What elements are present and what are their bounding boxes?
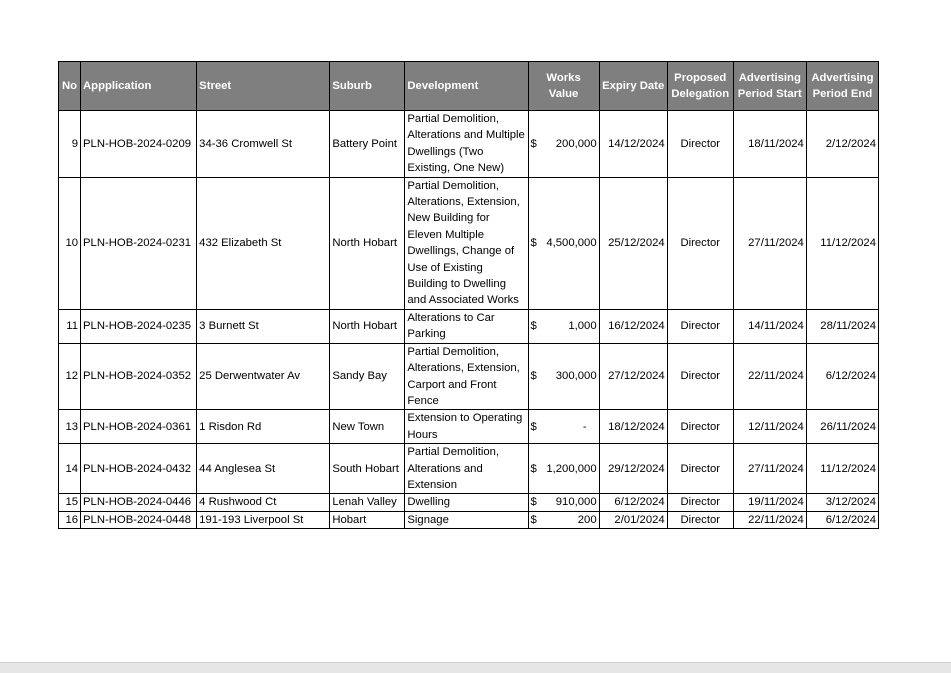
cell-delegation: Director (667, 111, 733, 178)
cell-advertising-end: 11/12/2024 (806, 177, 878, 309)
table-row (59, 111, 879, 178)
cell-no: 16 (59, 511, 81, 528)
cell-advertising-end: 11/12/2024 (806, 444, 878, 494)
cell-advertising-end: 6/12/2024 (806, 511, 878, 528)
cell-advertising-end: 26/11/2024 (806, 410, 878, 444)
cell-advertising-end: 28/11/2024 (806, 309, 878, 343)
table-row (59, 343, 879, 410)
currency-symbol: $ (530, 513, 537, 526)
cell-suburb: South Hobart (330, 444, 405, 494)
cell-advertising-start: 18/11/2024 (733, 111, 806, 178)
table-row (59, 494, 879, 511)
cell-advertising-end: 6/12/2024 (806, 343, 878, 410)
currency-symbol: $ (530, 137, 537, 150)
currency-symbol: $ (530, 320, 537, 333)
currency-symbol: $ (530, 462, 537, 475)
cell-application: PLN-HOB-2024-0235 (81, 309, 197, 343)
cell-advertising-start: 27/11/2024 (733, 177, 806, 309)
cell-development: Dwelling (405, 494, 528, 511)
table-row (59, 511, 879, 528)
cell-expiry-date: 18/12/2024 (599, 410, 667, 444)
cell-delegation: Director (667, 410, 733, 444)
cell-no: 10 (59, 177, 81, 309)
cell-development: Signage (405, 511, 528, 528)
cell-delegation: Director (667, 511, 733, 528)
currency-symbol: $ (530, 420, 537, 433)
works-value-amount: 910,000 (555, 496, 597, 509)
cell-advertising-end: 2/12/2024 (806, 111, 878, 178)
cell-delegation: Director (667, 343, 733, 410)
currency-symbol: $ (530, 496, 537, 509)
cell-suburb: Battery Point (330, 111, 405, 178)
cell-expiry-date: 2/01/2024 (599, 511, 667, 528)
cell-works-value (528, 111, 599, 178)
works-value-amount: 200 (577, 513, 597, 526)
works-value-amount: 300,000 (555, 370, 597, 383)
applications-table (58, 61, 879, 529)
header-works-value: Works Value (528, 62, 599, 111)
cell-street: 191-193 Liverpool St (197, 511, 330, 528)
header-proposed-delegation: Proposed Delegation (667, 62, 733, 111)
cell-no: 13 (59, 410, 81, 444)
cell-suburb: Lenah Valley (330, 494, 405, 511)
cell-delegation: Director (667, 177, 733, 309)
cell-suburb: Hobart (330, 511, 405, 528)
header-expiry-date: Expiry Date (599, 62, 667, 111)
cell-street: 34-36 Cromwell St (197, 111, 330, 178)
cell-advertising-end: 3/12/2024 (806, 494, 878, 511)
cell-development: Partial Demolition, Alterations, Extension, New Building for Eleven Multiple Dwellings, Change of Use of Existing Building to Dwelling and Associated Works (405, 177, 528, 309)
cell-street: 1 Risdon Rd (197, 410, 330, 444)
table-row (59, 309, 879, 343)
currency-symbol: $ (530, 370, 537, 383)
cell-delegation: Director (667, 309, 733, 343)
cell-suburb: North Hobart (330, 309, 405, 343)
cell-advertising-start: 14/11/2024 (733, 309, 806, 343)
cell-application: PLN-HOB-2024-0209 (81, 111, 197, 178)
cell-street: 4 Rushwood Ct (197, 494, 330, 511)
cell-no: 9 (59, 111, 81, 178)
header-suburb: Suburb (330, 62, 405, 111)
cell-works-value (528, 494, 599, 511)
cell-application: PLN-HOB-2024-0361 (81, 410, 197, 444)
cell-development: Alterations to Car Parking (405, 309, 528, 343)
cell-delegation: Director (667, 494, 733, 511)
cell-development: Partial Demolition, Alterations and Extension (405, 444, 528, 494)
cell-advertising-start: 22/11/2024 (733, 343, 806, 410)
table-row (59, 177, 879, 309)
cell-expiry-date: 16/12/2024 (599, 309, 667, 343)
cell-advertising-start: 19/11/2024 (733, 494, 806, 511)
cell-street: 432 Elizabeth St (197, 177, 330, 309)
cell-suburb: Sandy Bay (330, 343, 405, 410)
works-value-amount: 1,000 (568, 320, 597, 333)
page-bottom-edge (0, 662, 951, 673)
cell-development: Partial Demolition, Alterations and Multiple Dwellings (Two Existing, One New) (405, 111, 528, 178)
works-value-amount: 200,000 (555, 137, 597, 150)
cell-advertising-start: 22/11/2024 (733, 511, 806, 528)
cell-no: 12 (59, 343, 81, 410)
cell-no: 11 (59, 309, 81, 343)
cell-delegation: Director (667, 444, 733, 494)
header-advertising-end: Advertising Period End (806, 62, 878, 111)
table-row (59, 410, 879, 444)
cell-works-value (528, 309, 599, 343)
cell-advertising-start: 27/11/2024 (733, 444, 806, 494)
cell-expiry-date: 14/12/2024 (599, 111, 667, 178)
header-no: No (59, 62, 81, 111)
cell-suburb: New Town (330, 410, 405, 444)
works-value-amount: 1,200,000 (546, 462, 597, 475)
header-street: Street (197, 62, 330, 111)
currency-symbol: $ (530, 237, 537, 250)
cell-no: 15 (59, 494, 81, 511)
works-value-amount: 4,500,000 (546, 237, 597, 250)
header-advertising-start: Advertising Period Start (733, 62, 806, 111)
cell-expiry-date: 6/12/2024 (599, 494, 667, 511)
cell-application: PLN-HOB-2024-0446 (81, 494, 197, 511)
cell-application: PLN-HOB-2024-0432 (81, 444, 197, 494)
cell-works-value (528, 444, 599, 494)
header-row (59, 62, 879, 111)
header-application: Appplication (81, 62, 197, 111)
cell-expiry-date: 25/12/2024 (599, 177, 667, 309)
cell-expiry-date: 29/12/2024 (599, 444, 667, 494)
cell-works-value (528, 410, 599, 444)
works-value-amount: - (582, 420, 587, 433)
cell-expiry-date: 27/12/2024 (599, 343, 667, 410)
cell-works-value (528, 343, 599, 410)
cell-suburb: North Hobart (330, 177, 405, 309)
cell-street: 44 Anglesea St (197, 444, 330, 494)
cell-works-value (528, 511, 599, 528)
cell-street: 25 Derwentwater Av (197, 343, 330, 410)
cell-development: Partial Demolition, Alterations, Extension, Carport and Front Fence (405, 343, 528, 410)
cell-advertising-start: 12/11/2024 (733, 410, 806, 444)
cell-no: 14 (59, 444, 81, 494)
table-row (59, 444, 879, 494)
header-development: Development (405, 62, 528, 111)
cell-works-value (528, 177, 599, 309)
cell-development: Extension to Operating Hours (405, 410, 528, 444)
cell-application: PLN-HOB-2024-0448 (81, 511, 197, 528)
cell-street: 3 Burnett St (197, 309, 330, 343)
cell-application: PLN-HOB-2024-0231 (81, 177, 197, 309)
cell-application: PLN-HOB-2024-0352 (81, 343, 197, 410)
